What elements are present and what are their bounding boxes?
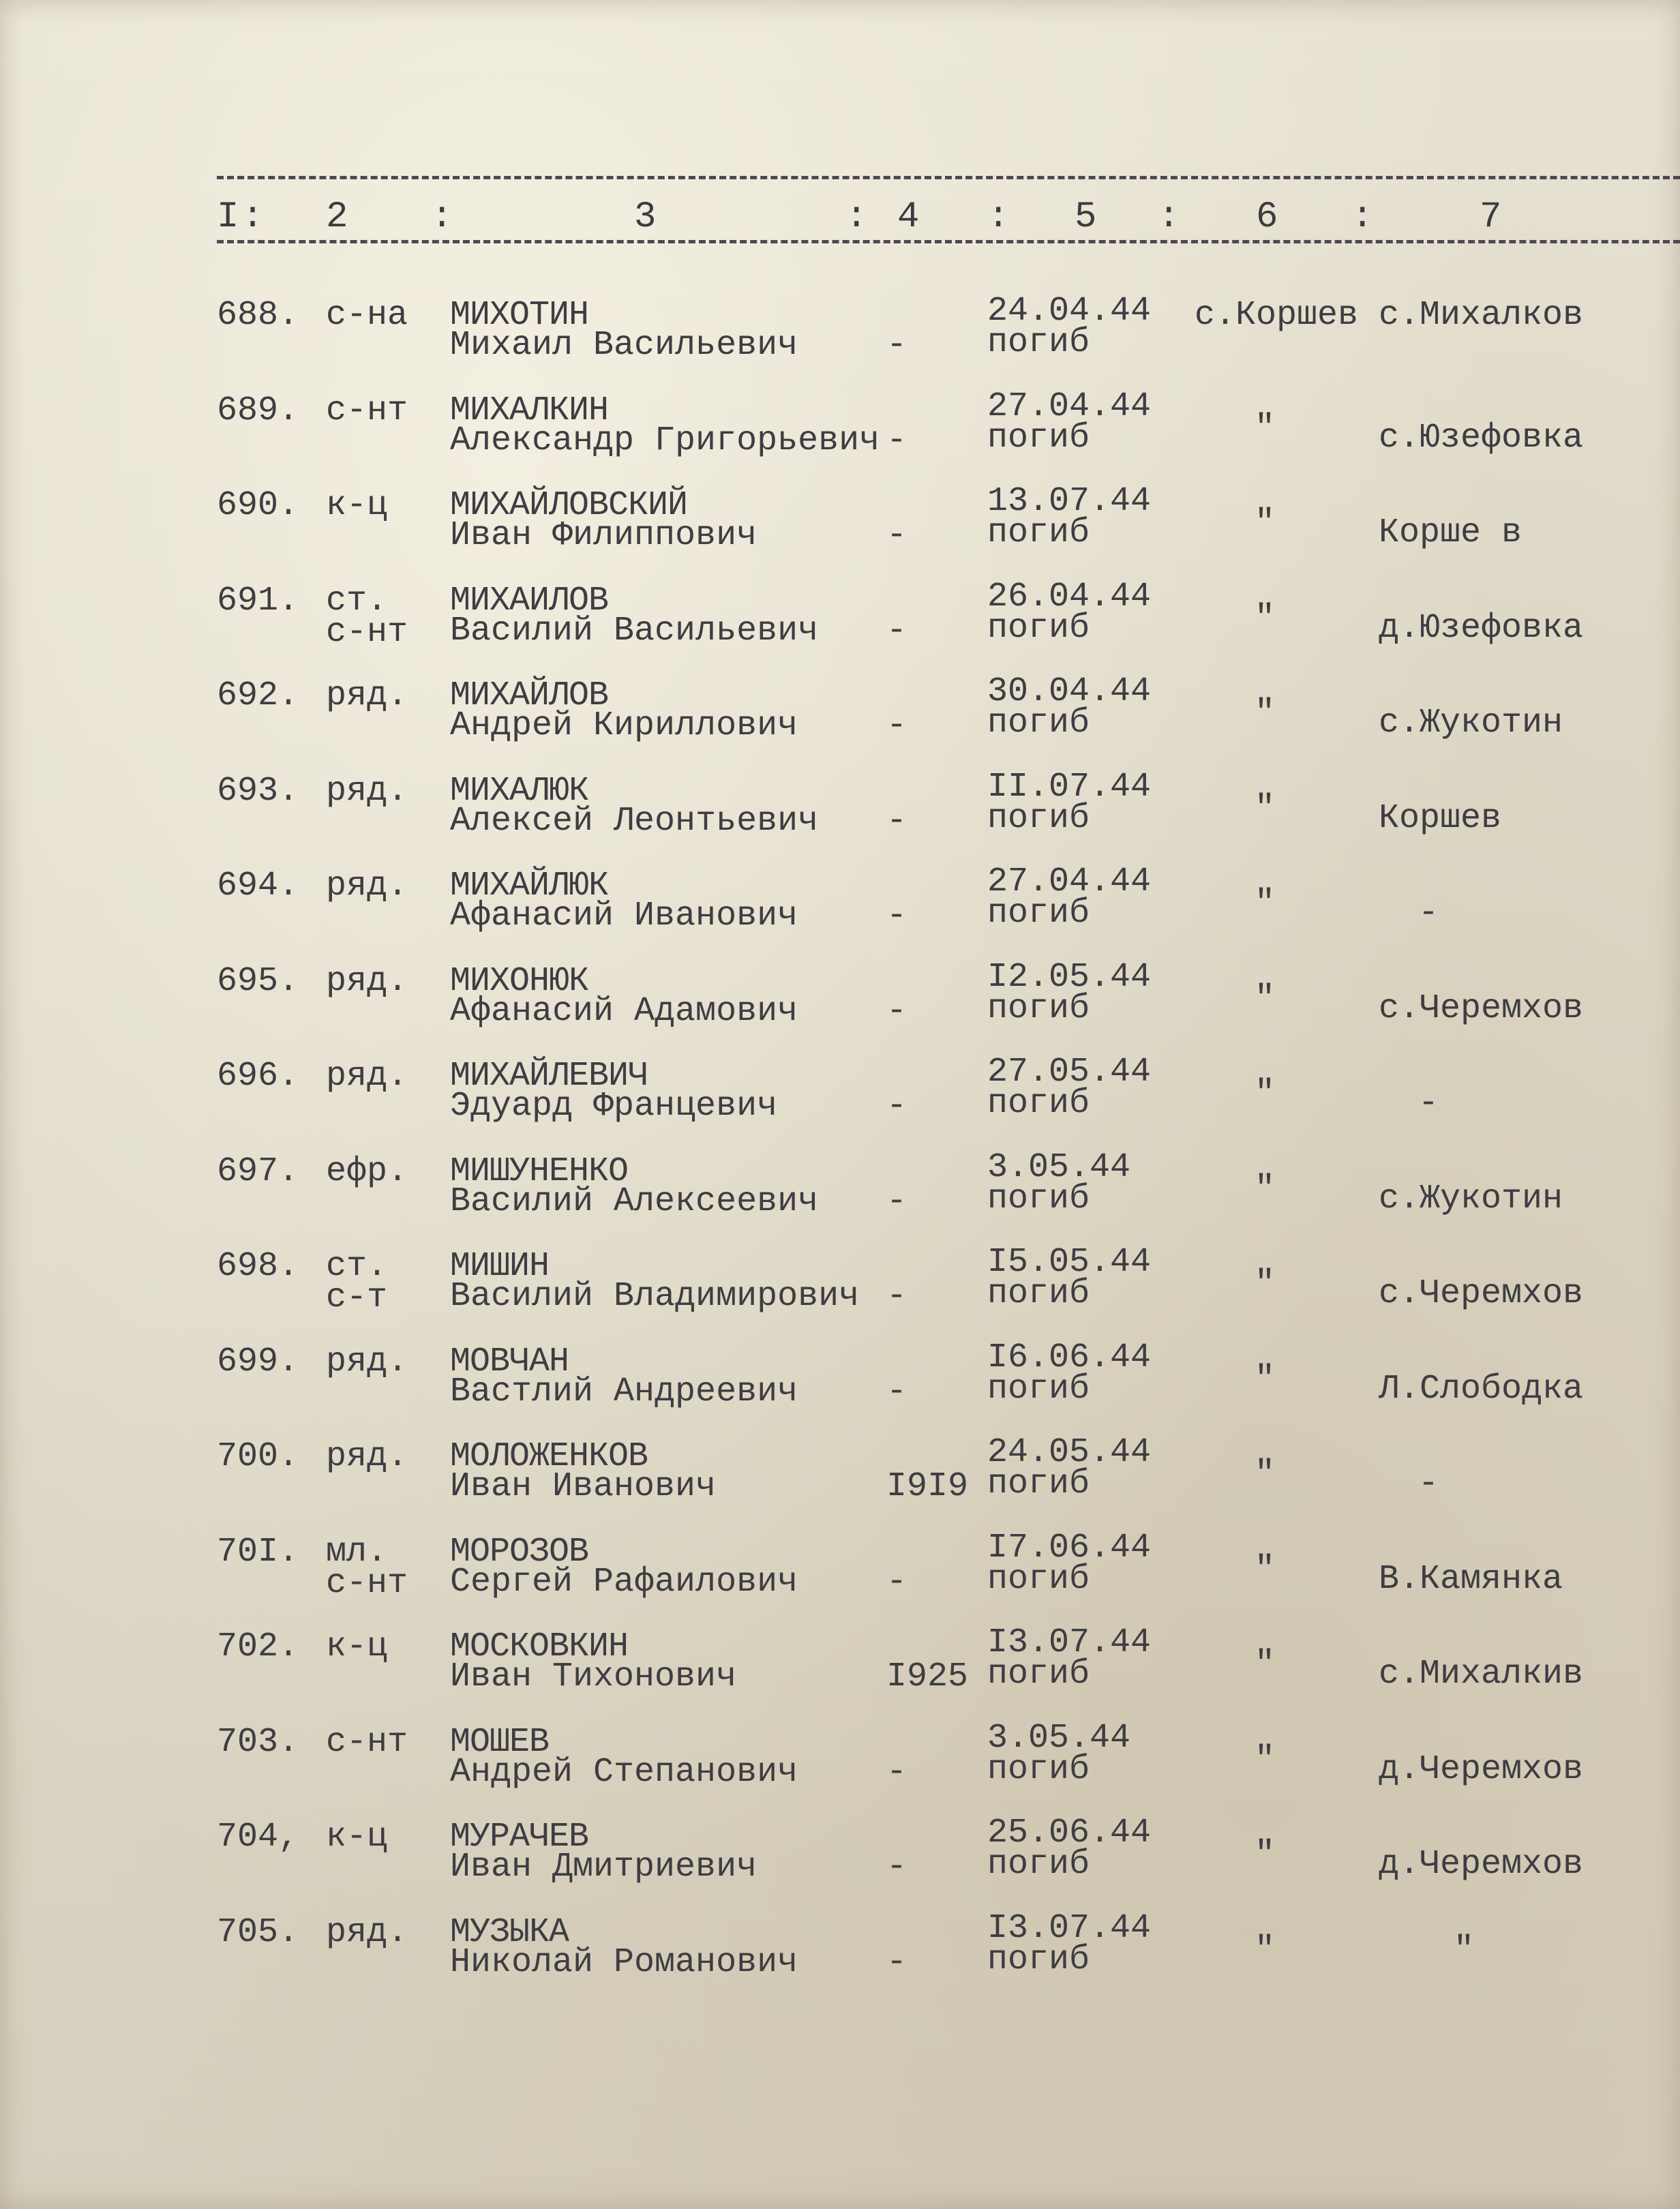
record-birth-year: - <box>886 897 907 935</box>
column-separator-5: : <box>1158 196 1183 238</box>
record-home-village: - <box>1418 1464 1439 1503</box>
record-row <box>0 1243 1680 1333</box>
record-surname: МУЗЫКА <box>450 1913 569 1952</box>
record-number: 700. <box>217 1437 299 1476</box>
record-birth-year: - <box>886 802 907 841</box>
record-date: 3.05.44 <box>987 1719 1131 1758</box>
record-row <box>0 1529 1680 1619</box>
record-burial-ditto: " <box>1255 884 1276 923</box>
record-date: I5.05.44 <box>987 1243 1152 1282</box>
record-burial-ditto: " <box>1255 1931 1276 1970</box>
record-birth-year: - <box>886 1753 907 1792</box>
record-burial-ditto: " <box>1255 1265 1276 1304</box>
record-rank-line2: с-нт <box>326 613 408 652</box>
record-rank: ряд. <box>326 772 408 811</box>
record-number: 704, <box>217 1818 299 1857</box>
record-home-village: с.Жукотин <box>1379 1179 1563 1218</box>
record-fate: погиб <box>987 1084 1090 1123</box>
record-number: 699. <box>217 1342 299 1381</box>
record-home-village: - <box>1418 894 1439 933</box>
record-given-names: Андрей Степанович <box>450 1753 798 1792</box>
record-rank: мл. <box>326 1533 388 1572</box>
record-fate: погиб <box>987 1274 1090 1313</box>
record-fate: погиб <box>987 1560 1090 1599</box>
column-header-5: 5 <box>1075 196 1100 238</box>
record-rank: ряд. <box>326 1342 408 1381</box>
record-given-names: Вастлий Андреевич <box>450 1372 798 1411</box>
record-row <box>0 1053 1680 1143</box>
column-header-4: 4 <box>897 196 922 238</box>
record-rank: ефр. <box>326 1152 408 1191</box>
record-birth-year: - <box>886 326 907 365</box>
record-rank: к-ц <box>326 486 388 525</box>
record-burial-ditto: " <box>1255 1360 1276 1399</box>
record-burial-ditto: " <box>1255 1550 1276 1589</box>
record-given-names: Алексей Леонтьевич <box>450 802 819 841</box>
column-separator-4: : <box>987 196 1012 238</box>
column-separator-2: : <box>431 196 456 238</box>
record-date: 27.05.44 <box>987 1053 1152 1092</box>
record-home-village: с.Михалков <box>1379 296 1584 335</box>
column-header-6: 6 <box>1256 196 1281 238</box>
record-home-village: с.Михалкив <box>1379 1655 1584 1694</box>
record-burial-ditto: " <box>1255 980 1276 1019</box>
record-number: 703. <box>217 1723 299 1762</box>
record-number: 696. <box>217 1057 299 1096</box>
record-date: I3.07.44 <box>987 1909 1152 1948</box>
record-number: 70I. <box>217 1533 299 1572</box>
record-birth-year: - <box>886 706 907 745</box>
record-date: 27.04.44 <box>987 862 1152 901</box>
record-row <box>0 1909 1680 1999</box>
record-surname: МИХАЙЛОВ <box>450 676 609 715</box>
record-rank: ст. <box>326 582 388 620</box>
record-surname: МИХАИЛОВ <box>450 582 609 620</box>
record-home-village: В.Камянка <box>1379 1560 1563 1599</box>
record-surname: МИХАЛЮК <box>450 772 589 811</box>
record-rank: с-нт <box>326 1723 408 1762</box>
record-birth-year: I9I9 <box>886 1467 969 1506</box>
record-burial-ditto: " <box>1255 409 1276 448</box>
record-burial-ditto: " <box>1255 1645 1276 1684</box>
record-given-names: Афанасий Адамович <box>450 992 798 1031</box>
record-number: 692. <box>217 676 299 715</box>
record-row <box>0 577 1680 667</box>
record-surname: МОЛОЖЕНКОВ <box>450 1437 648 1476</box>
record-fate: погиб <box>987 609 1090 648</box>
record-row <box>0 1719 1680 1809</box>
record-home-village: Корше в <box>1379 513 1522 552</box>
record-surname: МИШУНЕНКО <box>450 1152 629 1191</box>
record-rank: к-ц <box>326 1818 388 1857</box>
record-birth-year: - <box>886 516 907 555</box>
record-given-names: Александр Григорьевич <box>450 421 880 460</box>
record-rank: ряд. <box>326 962 408 1001</box>
record-given-names: Иван Дмитриевич <box>450 1848 758 1887</box>
record-birth-year: - <box>886 1943 907 1982</box>
record-birth-year: - <box>886 1182 907 1221</box>
record-surname: МИХОНЮК <box>450 962 589 1001</box>
record-fate: погиб <box>987 1655 1090 1694</box>
record-date: I3.07.44 <box>987 1623 1152 1662</box>
record-home-village: с.Черемхов <box>1379 1274 1584 1313</box>
record-surname: МОРОЗОВ <box>450 1533 589 1572</box>
column-header-7: 7 <box>1480 196 1505 238</box>
record-home-village: с.Черемхов <box>1379 989 1584 1028</box>
record-burial-ditto: " <box>1255 599 1276 638</box>
record-number: 690. <box>217 486 299 525</box>
record-given-names: Николай Романович <box>450 1943 798 1982</box>
record-row <box>0 768 1680 858</box>
record-date: I7.06.44 <box>987 1529 1152 1567</box>
record-birth-year: - <box>886 1087 907 1126</box>
record-row <box>0 958 1680 1048</box>
record-given-names: Иван Иванович <box>450 1467 717 1506</box>
column-header-1: I: <box>217 196 267 238</box>
record-fate: погиб <box>987 513 1090 552</box>
column-separator-3: : <box>845 196 871 238</box>
record-fate: погиб <box>987 323 1090 362</box>
record-birth-year: - <box>886 1372 907 1411</box>
record-given-names: Михаил Васильевич <box>450 326 798 365</box>
record-burial-ditto: " <box>1255 1455 1276 1494</box>
record-row <box>0 862 1680 952</box>
column-separator-6: : <box>1351 196 1377 238</box>
record-number: 695. <box>217 962 299 1001</box>
record-burial-ditto: " <box>1255 694 1276 733</box>
record-birth-year: - <box>886 1563 907 1602</box>
record-number: 705. <box>217 1913 299 1952</box>
record-birth-year: - <box>886 612 907 650</box>
record-surname: МОСКОВКИН <box>450 1627 629 1666</box>
record-rank: к-ц <box>326 1627 388 1666</box>
record-number: 691. <box>217 582 299 620</box>
record-given-names: Иван Тихонович <box>450 1657 737 1696</box>
record-fate: погиб <box>987 989 1090 1028</box>
record-date: 26.04.44 <box>987 577 1152 616</box>
record-surname: МИХАЙЛЮК <box>450 867 609 905</box>
record-fate: погиб <box>987 1845 1090 1884</box>
record-fate: погиб <box>987 1179 1090 1218</box>
record-row <box>0 1148 1680 1238</box>
record-rank: ряд. <box>326 676 408 715</box>
record-date: 30.04.44 <box>987 672 1152 711</box>
record-given-names: Иван Филиппович <box>450 516 758 555</box>
record-fate: погиб <box>987 704 1090 742</box>
record-home-village: с.Юзефовка <box>1379 419 1584 457</box>
record-burial-ditto: " <box>1255 790 1276 828</box>
record-row <box>0 1623 1680 1713</box>
record-number: 689. <box>217 391 299 430</box>
record-home-village: Коршев <box>1379 799 1502 838</box>
record-home-village: с.Жукотин <box>1379 704 1563 742</box>
record-rank-line2: с-т <box>326 1278 388 1317</box>
record-burial-ditto: " <box>1255 1075 1276 1113</box>
record-rank: ряд. <box>326 1057 408 1096</box>
record-burial-ditto: " <box>1255 1741 1276 1779</box>
record-date: I6.06.44 <box>987 1338 1152 1377</box>
record-date: 3.05.44 <box>987 1148 1131 1187</box>
record-surname: МИХОТИН <box>450 296 589 335</box>
record-burial-ditto: " <box>1255 1170 1276 1209</box>
record-home-village: - <box>1418 1084 1439 1123</box>
record-fate: погиб <box>987 799 1090 838</box>
record-date: 25.06.44 <box>987 1814 1152 1852</box>
record-number: 694. <box>217 867 299 905</box>
record-burial-place: с.Коршев <box>1195 296 1359 335</box>
record-number: 688. <box>217 296 299 335</box>
record-birth-year: - <box>886 992 907 1031</box>
record-rank: ряд. <box>326 1913 408 1952</box>
record-row <box>0 1433 1680 1523</box>
record-rank: ряд. <box>326 867 408 905</box>
record-row <box>0 387 1680 477</box>
record-home-village: " <box>1454 1931 1475 1970</box>
record-date: I2.05.44 <box>987 958 1152 997</box>
record-birth-year: - <box>886 1848 907 1887</box>
record-birth-year: - <box>886 1277 907 1316</box>
record-burial-ditto: " <box>1255 1835 1276 1874</box>
record-given-names: Сергей Рафаилович <box>450 1563 798 1602</box>
record-number: 698. <box>217 1247 299 1286</box>
record-home-village: д.Черемхов <box>1379 1750 1584 1789</box>
record-fate: погиб <box>987 1940 1090 1979</box>
record-row <box>0 292 1680 382</box>
record-fate: погиб <box>987 1370 1090 1409</box>
record-given-names: Василий Владимирович <box>450 1277 860 1316</box>
record-home-village: д.Черемхов <box>1379 1845 1584 1884</box>
record-birth-year: I925 <box>886 1657 969 1696</box>
record-surname: МУРАЧЕВ <box>450 1818 589 1857</box>
record-rank-line2: с-нт <box>326 1564 408 1603</box>
record-surname: МИХАЙЛОВСКИЙ <box>450 486 688 525</box>
record-rank: ст. <box>326 1247 388 1286</box>
record-birth-year: - <box>886 421 907 460</box>
record-given-names: Василий Васильевич <box>450 612 819 650</box>
record-surname: МИХАЛКИН <box>450 391 609 430</box>
record-given-names: Василий Алексеевич <box>450 1182 819 1221</box>
record-date: 13.07.44 <box>987 482 1152 521</box>
record-date: 24.04.44 <box>987 292 1152 331</box>
record-rank: ряд. <box>326 1437 408 1476</box>
record-number: 697. <box>217 1152 299 1191</box>
record-date: 27.04.44 <box>987 387 1152 426</box>
record-surname: МИШИН <box>450 1247 550 1286</box>
record-burial-ditto: " <box>1255 504 1276 543</box>
record-fate: погиб <box>987 894 1090 933</box>
record-row <box>0 1338 1680 1428</box>
record-number: 693. <box>217 772 299 811</box>
record-row <box>0 672 1680 762</box>
record-row <box>0 482 1680 572</box>
record-rank: с-нт <box>326 391 408 430</box>
record-fate: погиб <box>987 419 1090 457</box>
column-header-3: 3 <box>634 196 659 238</box>
record-fate: погиб <box>987 1750 1090 1789</box>
record-date: II.07.44 <box>987 768 1152 807</box>
record-surname: МОВЧАН <box>450 1342 569 1381</box>
record-home-village: д.Юзефовка <box>1379 609 1584 648</box>
record-fate: погиб <box>987 1464 1090 1503</box>
record-given-names: Эдуард Францевич <box>450 1087 778 1126</box>
record-rank: с-на <box>326 296 408 335</box>
record-surname: МОШЕВ <box>450 1723 550 1762</box>
record-given-names: Афанасий Иванович <box>450 897 798 935</box>
record-number: 702. <box>217 1627 299 1666</box>
column-header-2: 2 <box>326 196 351 238</box>
record-home-village: Л.Слободка <box>1379 1370 1584 1409</box>
record-given-names: Андрей Кириллович <box>450 706 798 745</box>
record-date: 24.05.44 <box>987 1433 1152 1472</box>
record-surname: МИХАЙЛЕВИЧ <box>450 1057 648 1096</box>
record-row <box>0 1814 1680 1904</box>
